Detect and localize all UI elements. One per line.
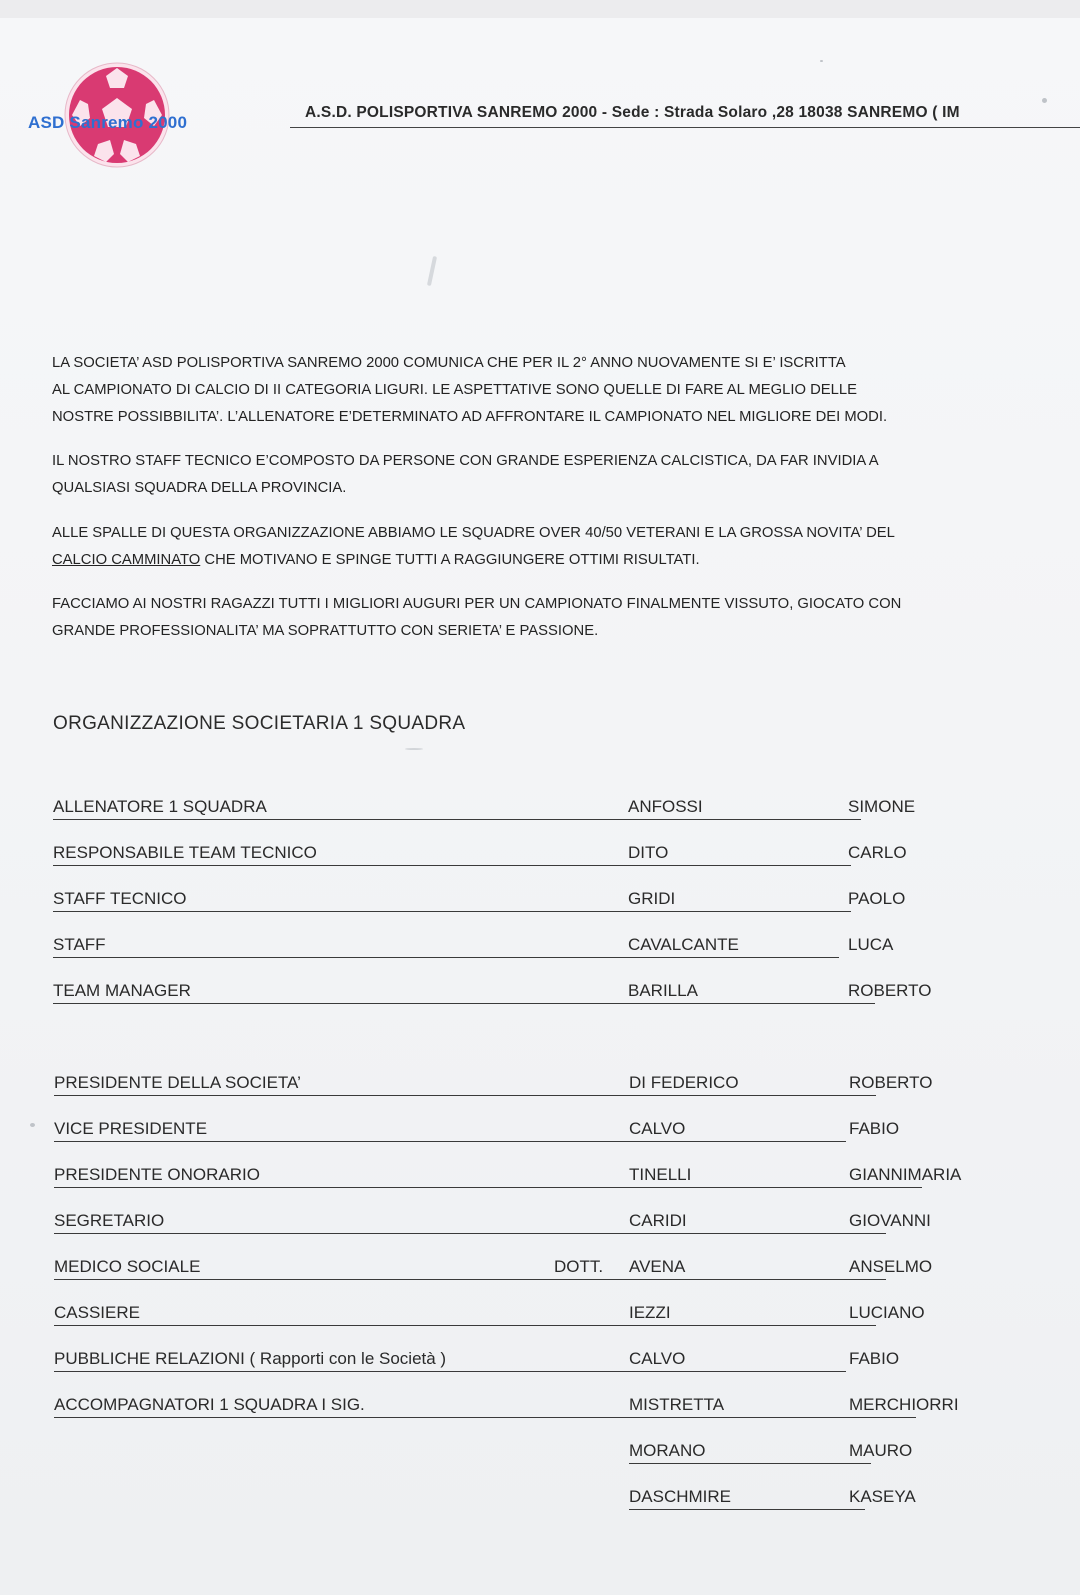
surname: CALVO xyxy=(629,1349,686,1368)
title-prefix: DOTT. xyxy=(554,1257,604,1276)
first-name: LUCA xyxy=(848,935,894,954)
surname: TINELLI xyxy=(629,1165,692,1184)
surname: IEZZI xyxy=(629,1303,671,1322)
organization-paragraph xyxy=(52,520,1062,574)
first-name: ANSELMO xyxy=(849,1257,933,1276)
first-name: ROBERTO xyxy=(849,1073,933,1092)
row-underline xyxy=(54,1233,886,1234)
row-underline xyxy=(54,1095,876,1096)
text-line: IL NOSTRO STAFF TECNICO E’COMPOSTO DA PERSONE CON GRANDE ESPERIENZA CALCISTICA, DA FAR INVIDIA A xyxy=(52,453,879,469)
text-line: QUALSIASI SQUADRA DELLA PROVINCIA. xyxy=(52,480,347,496)
first-name: MERCHIORRI xyxy=(849,1395,959,1414)
role-label: PRESIDENTE ONORARIO xyxy=(54,1165,260,1184)
first-name: GIOVANNI xyxy=(849,1211,931,1230)
surname: GRIDI xyxy=(628,889,676,908)
role-label: MEDICO SOCIALE xyxy=(54,1257,201,1276)
logo-text: ASD Sanremo 2000 xyxy=(28,113,188,132)
role-label: STAFF TECNICO xyxy=(53,889,187,908)
first-name: MAURO xyxy=(849,1441,913,1460)
first-name: LUCIANO xyxy=(849,1303,925,1322)
text-fragment: CHE MOTIVANO E SPINGE TUTTI A RAGGIUNGERE OTTIMI RISULTATI. xyxy=(200,552,700,568)
row-underline xyxy=(629,1509,865,1510)
role-label: STAFF xyxy=(53,935,106,954)
row-underline xyxy=(54,1417,916,1418)
text-line: AL CAMPIONATO DI CALCIO DI II CATEGORIA LIGURI. LE ASPETTATIVE SONO QUELLE DI FARE AL MEGLIO DELLE xyxy=(52,382,857,398)
text-line: LA SOCIETA’ ASD POLISPORTIVA SANREMO 2000 COMUNICA CHE PER IL 2° ANNO NUOVAMENTE SI E’ ISCRITTA xyxy=(52,355,846,371)
surname: DASCHMIRE xyxy=(629,1487,732,1506)
role-label: ALLENATORE 1 SQUADRA xyxy=(53,797,267,816)
role-label: PUBBLICHE RELAZIONI ( Rapporti con le Società ) xyxy=(54,1349,447,1368)
first-name: CARLO xyxy=(848,843,907,862)
role-label: TEAM MANAGER xyxy=(53,981,191,1000)
intro-paragraph xyxy=(52,350,1062,431)
row-underline xyxy=(53,911,851,912)
club-address-header: A.S.D. POLISPORTIVA SANREMO 2000 - Sede : Strada Solaro ,28 18038 SANREMO ( IM xyxy=(305,104,960,121)
club-logo xyxy=(22,30,232,180)
role-label: ACCOMPAGNATORI 1 SQUADRA I SIG. xyxy=(54,1395,365,1414)
surname: CARIDI xyxy=(629,1211,687,1230)
surname: MORANO xyxy=(629,1441,706,1460)
row-underline xyxy=(53,1003,875,1004)
header-underline xyxy=(290,127,1080,128)
surname: DITO xyxy=(628,843,669,862)
text-line: NOSTRE POSSIBBILITA’. L’ALLENATORE E’DETERMINATO AD AFFRONTARE IL CAMPIONATO NEL MIGLIORE DEI MODI. xyxy=(52,409,888,425)
surname: DI FEDERICO xyxy=(629,1073,739,1092)
top-bar xyxy=(0,0,1080,18)
row-underline xyxy=(53,819,861,820)
text-line: GRANDE PROFESSIONALITA’ MA SOPRATTUTTO CON SERIETA’ E PASSIONE. xyxy=(52,623,599,639)
row-underline xyxy=(54,1141,846,1142)
first-name: ROBERTO xyxy=(848,981,932,1000)
row-underline xyxy=(54,1371,846,1372)
role-label: RESPONSABILE TEAM TECNICO xyxy=(53,843,317,862)
first-name: GIANNIMARIA xyxy=(849,1165,962,1184)
text-line: ALLE SPALLE DI QUESTA ORGANIZZAZIONE ABBIAMO LE SQUADRE OVER 40/50 VETERANI E LA GROSSA NOVITA’ DEL xyxy=(52,525,895,541)
surname: BARILLA xyxy=(628,981,698,1000)
row-underline xyxy=(54,1187,922,1188)
row-underline xyxy=(629,1463,871,1464)
role-label: VICE PRESIDENTE xyxy=(54,1119,208,1138)
row-underline xyxy=(54,1279,886,1280)
surname: CALVO xyxy=(629,1119,686,1138)
first-name: FABIO xyxy=(849,1349,900,1368)
first-name: PAOLO xyxy=(848,889,906,908)
surname: CAVALCANTE xyxy=(628,935,739,954)
organization-title: ORGANIZZAZIONE SOCIETARIA 1 SQUADRA xyxy=(53,713,466,734)
row-underline xyxy=(54,1325,876,1326)
text-line: FACCIAMO AI NOSTRI RAGAZZI TUTTI I MIGLIORI AUGURI PER UN CAMPIONATO FINALMENTE VISSUTO, GIOCATO CON xyxy=(52,596,902,612)
wishes-paragraph xyxy=(52,591,1062,645)
calcio-camminato-highlight: CALCIO CAMMINATO xyxy=(52,552,201,568)
staff-paragraph xyxy=(52,448,1062,502)
first-name: FABIO xyxy=(849,1119,900,1138)
first-name: KASEYA xyxy=(849,1487,916,1506)
text-line xyxy=(52,547,1062,574)
first-name: SIMONE xyxy=(848,797,916,816)
role-label: SEGRETARIO xyxy=(54,1211,165,1230)
role-label: PRESIDENTE DELLA SOCIETA’ xyxy=(54,1073,301,1092)
row-underline xyxy=(53,957,839,958)
row-underline xyxy=(53,865,851,866)
surname: AVENA xyxy=(629,1257,686,1276)
role-label: CASSIERE xyxy=(54,1303,140,1322)
surname: ANFOSSI xyxy=(628,797,703,816)
surname: MISTRETTA xyxy=(629,1395,725,1414)
